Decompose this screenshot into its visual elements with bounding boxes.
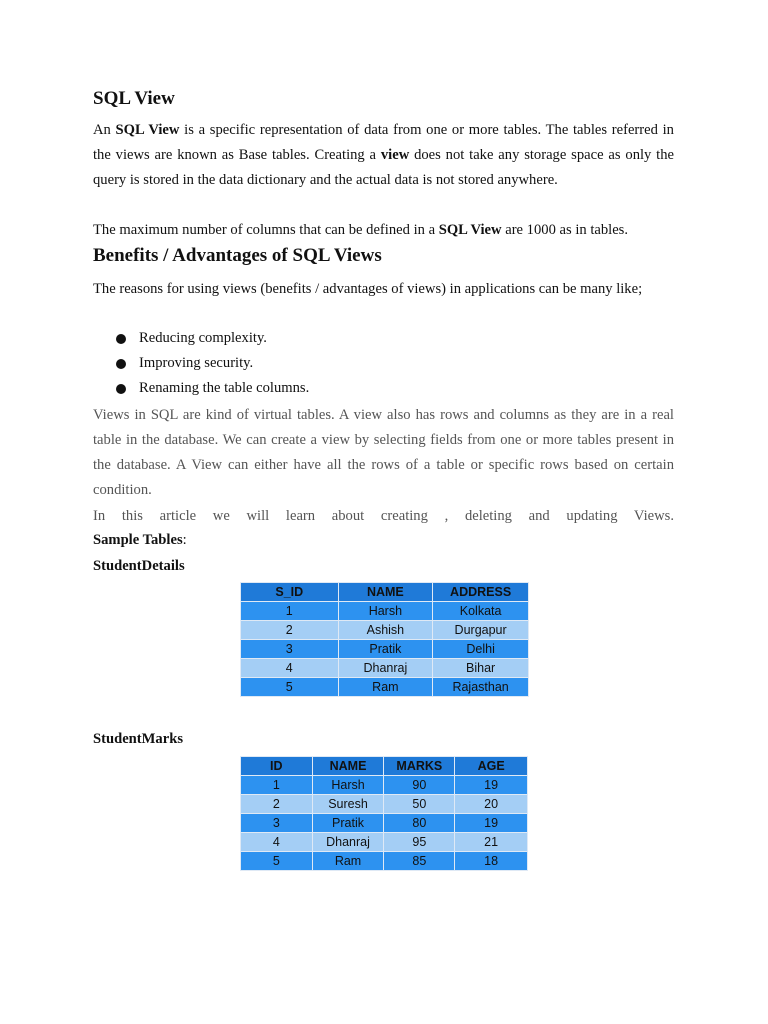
bullet-icon bbox=[116, 384, 126, 394]
table-row bbox=[241, 659, 529, 678]
table-cell: Delhi bbox=[433, 640, 529, 659]
benefits-heading: Benefits / Advantages of SQL Views bbox=[93, 245, 382, 266]
table-cell: Pratik bbox=[312, 814, 384, 833]
table-row bbox=[241, 795, 528, 814]
table-cell: Rajasthan bbox=[433, 678, 529, 697]
intro-text: is a specific representation of data from one or more tables. The tables referred in the views are known as Base tables. Creating a bbox=[93, 122, 674, 163]
table-cell: Dhanraj bbox=[312, 833, 384, 852]
column-header: NAME bbox=[312, 757, 384, 776]
table-cell: 18 bbox=[455, 852, 528, 871]
list-item-text: Reducing complexity. bbox=[139, 330, 267, 346]
list-item bbox=[93, 326, 309, 351]
table-cell: 4 bbox=[241, 659, 339, 678]
table-row bbox=[241, 852, 528, 871]
column-header: NAME bbox=[338, 583, 433, 602]
table-cell: Pratik bbox=[338, 640, 433, 659]
list-item bbox=[93, 351, 309, 376]
max-columns-line bbox=[93, 218, 674, 243]
sample-tables-text: Sample Tables bbox=[93, 532, 183, 548]
table-row bbox=[241, 833, 528, 852]
table-cell: Kolkata bbox=[433, 602, 529, 621]
intro-text: An bbox=[93, 122, 116, 138]
page-title: SQL View bbox=[93, 88, 175, 109]
column-header: S_ID bbox=[241, 583, 339, 602]
table-row bbox=[241, 640, 529, 659]
intro-bold-term: SQL View bbox=[115, 122, 180, 138]
benefits-lead: The reasons for using views (benefits / advantages of views) in applications can be many like; bbox=[93, 281, 643, 297]
table-cell: Harsh bbox=[312, 776, 384, 795]
table-cell: 1 bbox=[241, 776, 313, 795]
table-cell: Harsh bbox=[338, 602, 433, 621]
bullet-icon bbox=[116, 334, 126, 344]
list-item-text: Renaming the table columns. bbox=[139, 380, 310, 396]
max-columns-bold-term: SQL View bbox=[438, 222, 502, 238]
table-cell: 19 bbox=[455, 814, 528, 833]
intro-paragraph bbox=[93, 118, 674, 193]
table-cell: 2 bbox=[241, 795, 313, 814]
table-cell: 4 bbox=[241, 833, 313, 852]
column-header: AGE bbox=[455, 757, 528, 776]
table-cell: 20 bbox=[455, 795, 528, 814]
table-row bbox=[241, 621, 529, 640]
table-cell: 50 bbox=[384, 795, 455, 814]
table-cell: Dhanraj bbox=[338, 659, 433, 678]
table-cell: 5 bbox=[241, 678, 339, 697]
student-marks-caption: StudentMarks bbox=[93, 731, 184, 747]
table-row bbox=[241, 602, 529, 621]
table-row bbox=[241, 678, 529, 697]
table-cell: Suresh bbox=[312, 795, 384, 814]
sample-tables-colon: : bbox=[182, 532, 187, 548]
intro-text: does not take any storage space as only the query is stored in the data dictionary and the actual data is not stored anywhere. bbox=[93, 147, 675, 188]
list-item bbox=[93, 376, 309, 401]
table-cell: 2 bbox=[241, 621, 339, 640]
table-cell: 1 bbox=[241, 602, 339, 621]
table-cell: 95 bbox=[384, 833, 455, 852]
table-cell: Ram bbox=[338, 678, 433, 697]
bullet-icon bbox=[116, 359, 126, 369]
sample-tables-label bbox=[93, 532, 187, 549]
table-cell: Bihar bbox=[433, 659, 529, 678]
max-columns-text: The maximum number of columns that can be defined in a bbox=[93, 222, 439, 238]
student-marks-table bbox=[240, 756, 528, 871]
table-header-row bbox=[241, 583, 529, 602]
table-cell: 3 bbox=[241, 814, 313, 833]
student-details-table bbox=[240, 582, 529, 697]
table-row bbox=[241, 814, 528, 833]
table-cell: 90 bbox=[384, 776, 455, 795]
table-cell: 80 bbox=[384, 814, 455, 833]
views-paragraph: Views in SQL are kind of virtual tables. A view also has rows and columns as they are in a real table in the database. We can create a view by selecting fields from one or more tables present in the database. A View can either have all the rows of a table or specific rows based on certain condition. bbox=[93, 407, 674, 498]
max-columns-text: are 1000 as in tables. bbox=[501, 222, 629, 238]
table-cell: Ashish bbox=[338, 621, 433, 640]
table-cell: 85 bbox=[384, 852, 455, 871]
table-cell: 21 bbox=[455, 833, 528, 852]
table-cell: Ram bbox=[312, 852, 384, 871]
table-row bbox=[241, 776, 528, 795]
list-item-text: Improving security. bbox=[139, 355, 254, 371]
column-header: ADDRESS bbox=[433, 583, 529, 602]
student-details-caption: StudentDetails bbox=[93, 558, 185, 574]
column-header: MARKS bbox=[384, 757, 455, 776]
table-cell: 19 bbox=[455, 776, 528, 795]
table-header-row bbox=[241, 757, 528, 776]
benefits-list bbox=[93, 326, 309, 401]
table-cell: 5 bbox=[241, 852, 313, 871]
article-line: In this article we will learn about creating , deleting and updating Views. bbox=[93, 508, 674, 524]
intro-bold-term: view bbox=[380, 147, 410, 163]
table-cell: Durgapur bbox=[433, 621, 529, 640]
table-cell: 3 bbox=[241, 640, 339, 659]
column-header: ID bbox=[241, 757, 313, 776]
